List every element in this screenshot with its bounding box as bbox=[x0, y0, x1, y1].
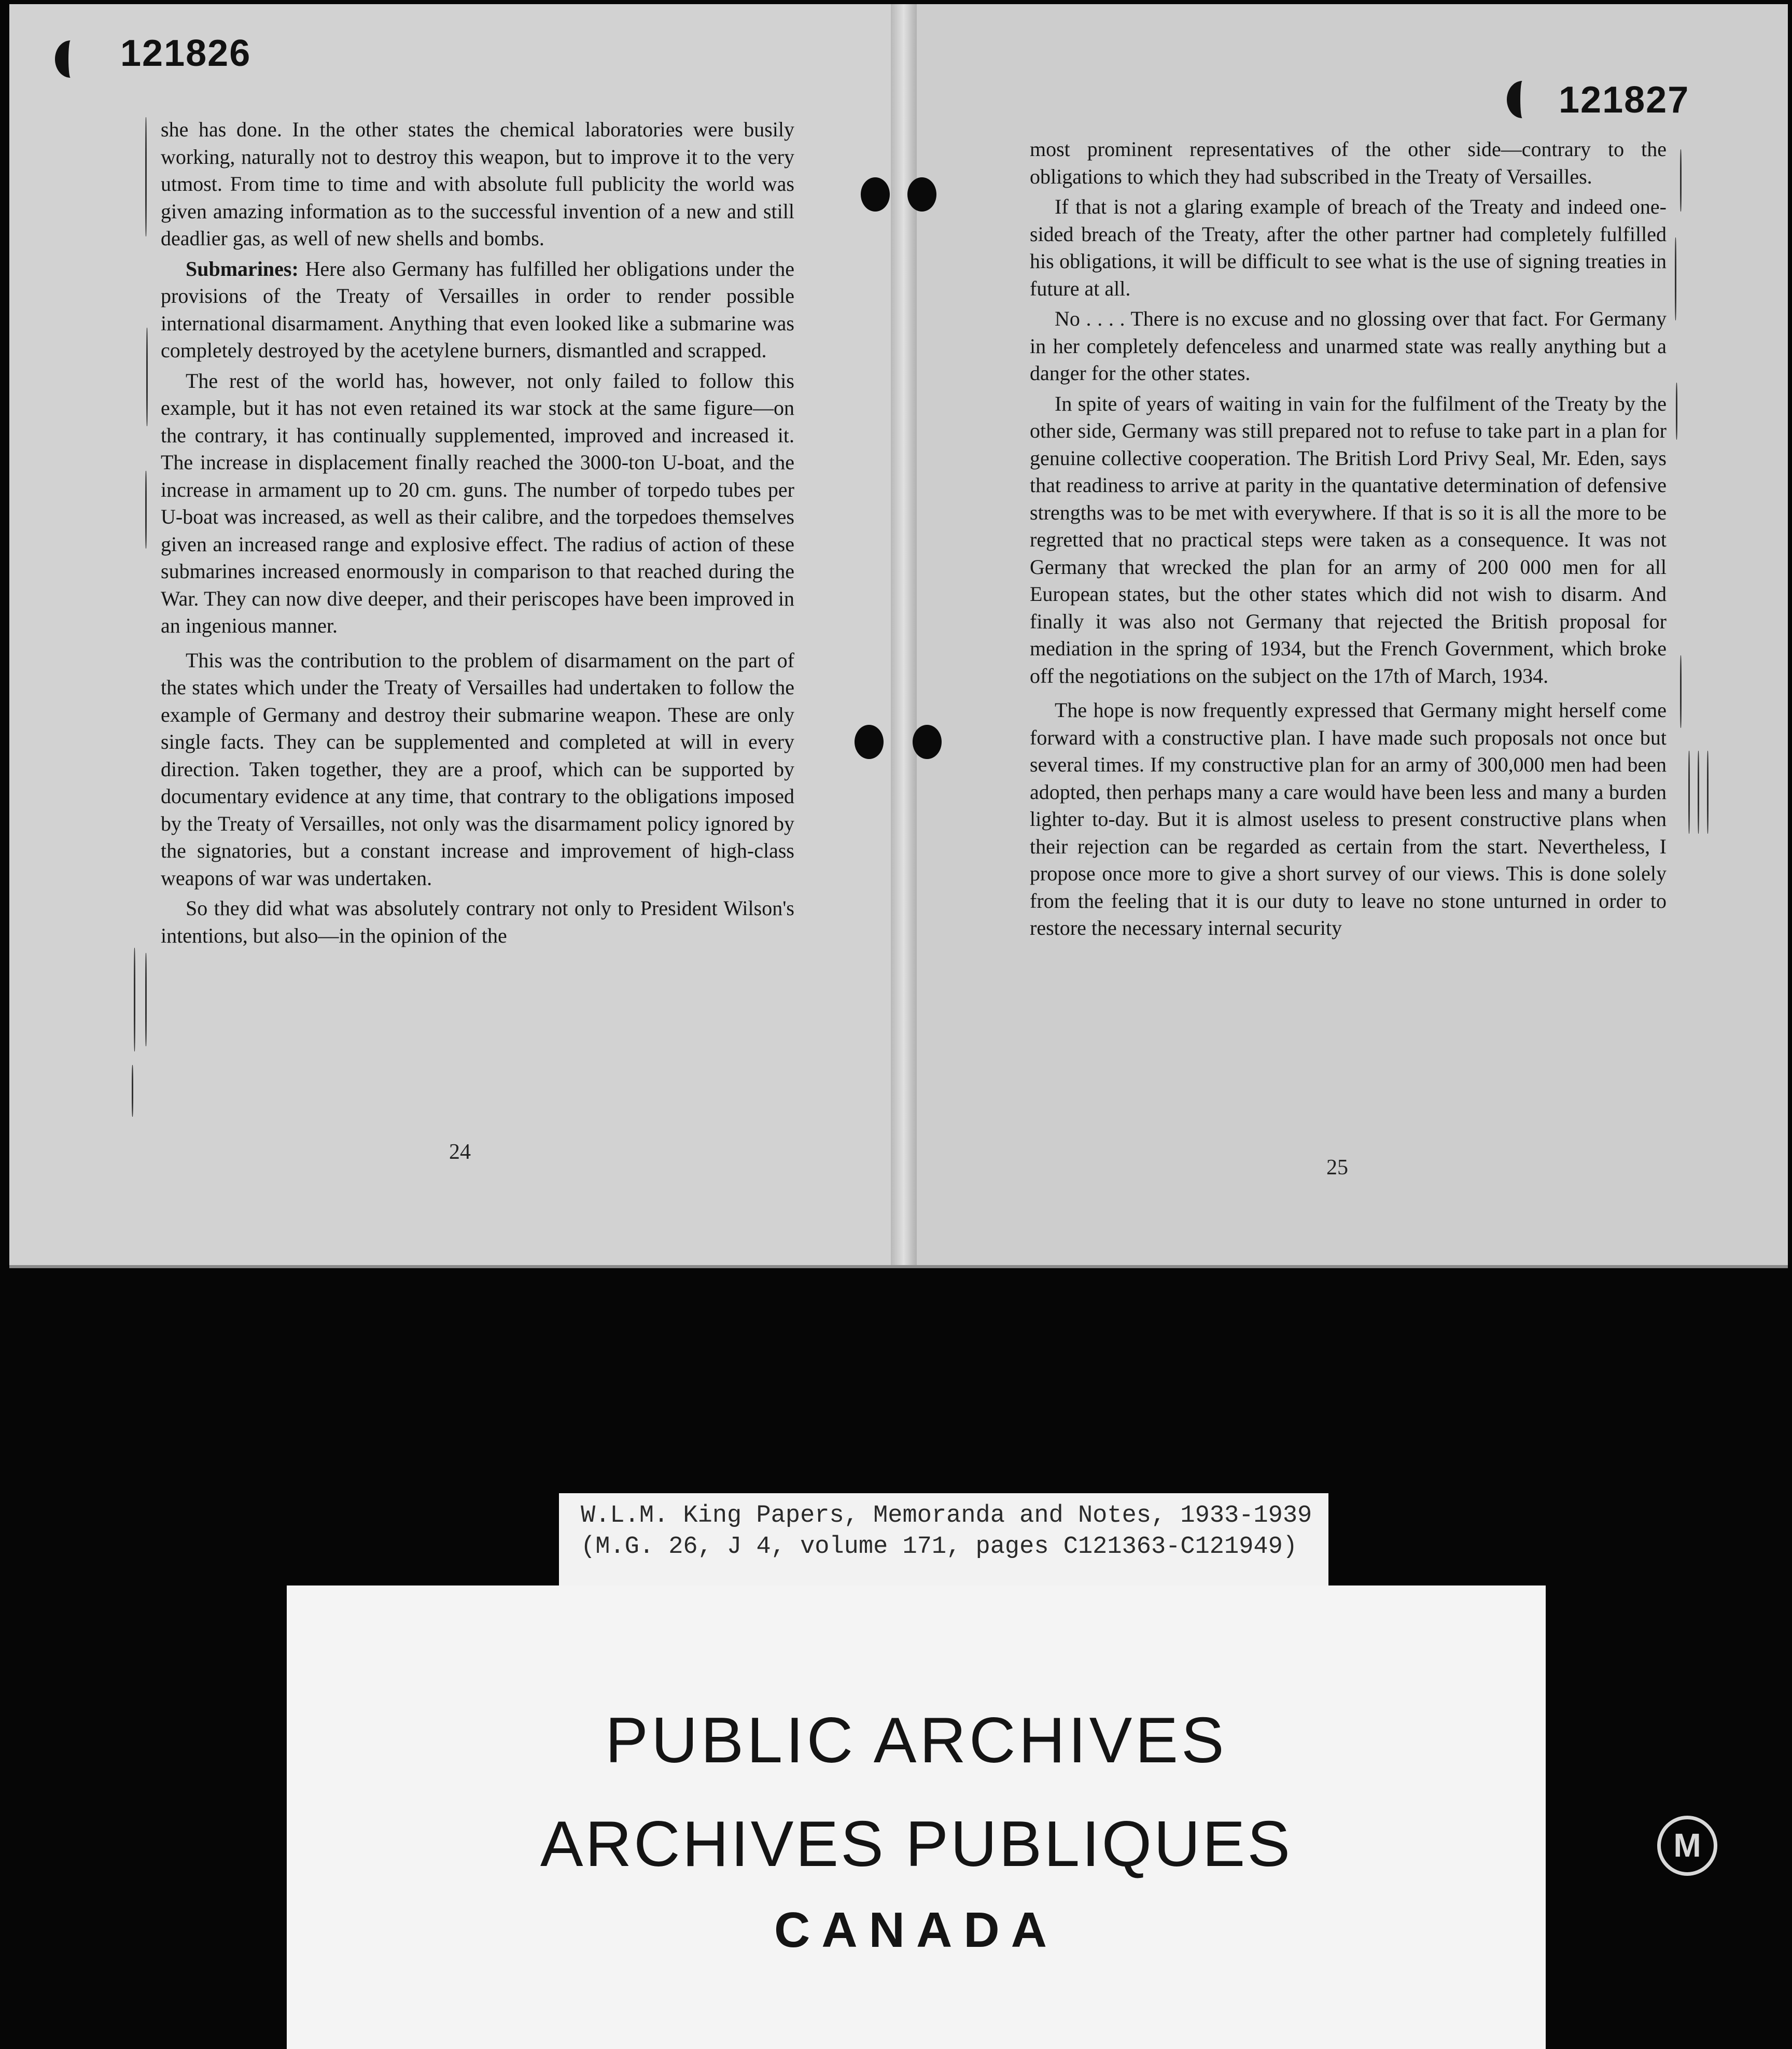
pencil-margin-mark bbox=[1676, 383, 1677, 440]
pencil-margin-mark bbox=[145, 471, 147, 549]
pencil-margin-mark bbox=[1675, 237, 1676, 320]
paragraph: The rest of the world has, however, not only failed to follow this example, but it has not even retained its war stock at the same figure—on the contrary, it has continually supplemented, improved and increased it. The increase in displacement finally reached the 3000-ton U-boat, and the increase in armament up to 20 cm. guns. The number of torpedo tubes per U-boat was increased, as well as their calibre, and the torpedoes themselves given an increased range and explosive effect. The radius of action of these submarines increased enormously in comparison to that reached during the War. They can now dive deeper, and their periscopes have been improved in an ingenious manner. bbox=[161, 369, 794, 637]
archives-title-french: ARCHIVES PUBLIQUES bbox=[540, 1808, 1293, 1880]
binding-hole bbox=[855, 725, 884, 759]
paragraph: she has done. In the other states the chemical laboratories were busily working, naturally not to destroy this weapon, but to improve it to the very utmost. From time to time and with absolute full publicity the world was given amazing information as to the successful invention of a new and still deadlier gas, as well of new shells and bombs. bbox=[161, 118, 794, 250]
paragraph: If that is not a glaring example of breach of the Treaty and indeed one-sided breach of the Treaty, after the other partner had completely fulfilled his obligations, it will be difficult to see what is the use of signing treaties in future at all. bbox=[1030, 195, 1667, 300]
page-number-right: 25 bbox=[1326, 1156, 1348, 1180]
page-number-left: 24 bbox=[449, 1140, 471, 1164]
microfilm-logo-icon: M bbox=[1657, 1816, 1717, 1876]
archives-country: CANADA bbox=[774, 1902, 1058, 1958]
pencil-margin-mark bbox=[132, 1065, 133, 1117]
paragraph: So they did what was absolutely contrary not only to President Wilson's intentions, but also—in the opinion of the bbox=[161, 896, 794, 947]
section-heading: Submarines: bbox=[186, 257, 299, 280]
binding-hole bbox=[913, 725, 942, 759]
pencil-margin-mark bbox=[1707, 751, 1709, 834]
paragraph: This was the contribution to the problem of disarmament on the part of the states which under the Treaty of Versailles had undertaken to follow the example of Germany and destroy their submarine weapon. These are only single facts. They can be supplemented and completed at will in every direction. Taken together, they are a proof, which can be supported by documentary evidence at any time, that contrary to the obligations imposed by the Treaty of Versailles, not only was the disarmament policy ignored by the signatories, but a constant increase and improvement of high-class weapons of war was undertaken. bbox=[161, 648, 794, 890]
archives-card bbox=[287, 1585, 1546, 2049]
right-page-text bbox=[1030, 136, 1667, 942]
open-book bbox=[9, 4, 1788, 1268]
reference-label bbox=[559, 1493, 1328, 1589]
frame-number-left: 121826 bbox=[120, 33, 251, 74]
reference-label-text: W.L.M. King Papers, Memoranda and Notes, 1933-1939 (M.G. 26, J 4, volume 171, pages C121363-C121949) bbox=[581, 1502, 1312, 1561]
frame-mark-icon bbox=[1507, 81, 1538, 118]
binding-hole bbox=[907, 177, 936, 212]
binding-hole bbox=[861, 177, 890, 212]
pencil-margin-mark bbox=[1688, 751, 1690, 834]
frame-number-right: 121827 bbox=[1559, 79, 1690, 121]
frame-mark-icon bbox=[55, 40, 86, 78]
pencil-margin-mark bbox=[145, 117, 147, 236]
archives-title-english: PUBLIC ARCHIVES bbox=[605, 1705, 1227, 1776]
paragraph: The hope is now frequently expressed that Germany might herself come forward with a constructive plan. I have made such proposals not once but several times. If my constructive plan for an army of 300,000 men had been adopted, then perhaps many a care would have been less and many a burden lighter to-day. But it is almost useless to present constructive plans when their rejection can be regarded as certain from the start. Nevertheless, I propose once more to give a short survey of our views. This is done solely from the feeling that it is our duty to leave no stone unturned in order to restore the necessary internal security bbox=[1030, 698, 1667, 939]
pencil-margin-mark bbox=[1698, 751, 1699, 834]
paragraph: Submarines: Here also Germany has fulfilled her obligations under the provisions of the Treaty of Versailles in order to render possible international disarmament. Anything that even looked like a submarine was completely destroyed by the acetylene burners, dismantled and scrapped. bbox=[161, 257, 794, 362]
paragraph: most prominent representatives of the other side—contrary to the obligations to which they had subscribed in the Treaty of Versailles. bbox=[1030, 137, 1667, 188]
pencil-margin-mark bbox=[146, 328, 148, 426]
pencil-margin-mark bbox=[1680, 149, 1682, 212]
pencil-margin-mark bbox=[1680, 655, 1682, 728]
pencil-margin-mark bbox=[134, 948, 135, 1051]
paragraph: In spite of years of waiting in vain for the fulfilment of the Treaty by the other side, Germany was still prepared not to refuse to take part in a plan for genuine collective cooperation. The British Lord Privy Seal, Mr. Eden, says that readiness to arrive at parity in the quantative determination of defensive strengths was to be met with everywhere. If that is so it is all the more to be regretted that no practical steps were taken as a consequence. It was not Germany that wrecked the plan for an army of 200 000 men for all European states, but the other states which did not wish to disarm. And finally it was also not Germany that rejected the British proposal for mediation in the spring of 1934, but the French Government, which broke off the negotiations on the subject on the 17th of March, 1934. bbox=[1030, 391, 1667, 687]
paragraph: No . . . . There is no excuse and no glossing over that fact. For Germany in her completely defenceless and unarmed state was really anything but a danger for the other states. bbox=[1030, 307, 1667, 385]
left-page-text bbox=[161, 116, 794, 949]
pencil-margin-mark bbox=[145, 953, 147, 1046]
